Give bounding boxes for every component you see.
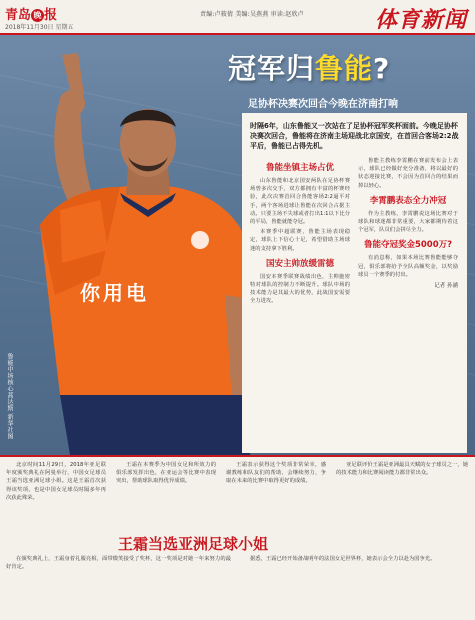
article-lead: 时隔6年，山东鲁能又一次站在了足协杯冠军奖杯面前。今晚足协杯决赛次回合，鲁能将在济南主场迎战北京国安，在首回合客场2:2战平后，鲁能已占得先机。	[250, 122, 459, 150]
paragraph: 据悉，王霜已经开始备战明年的法国女足世界杯，她表示会全力以赴为国争光。	[250, 556, 436, 562]
section-title: 鲁能坐镇主场占优	[265, 163, 334, 173]
story-column-1	[6, 461, 106, 503]
player-photo	[0, 35, 270, 455]
paragraph: 国安本赛季联赛战绩出色，主帅施密特对球队的控制力不断提升。球队中场的技术能力是其最大的优势，此战国安需要全力进攻。	[250, 273, 350, 305]
secondary-story	[0, 455, 475, 620]
story-column-5	[6, 555, 231, 572]
headline-highlight: 鲁能	[315, 52, 374, 85]
paragraph: 有消息称，如果本场比赛鲁能能够夺冠，俱乐部将给予全队高额奖金，以奖励球员一个赛季的付出。	[358, 255, 458, 278]
paragraph: 作为主教练，李霄鹏说这场比赛对于球队和球迷都非常重要，大家都期待着这个冠军，队员们会拼尽全力。	[358, 210, 458, 234]
editor-credits: 责编:卢筱倩 美编:吴燕燕 审读:赵欣卢	[200, 11, 304, 18]
byline: 记者 孙涵	[434, 283, 458, 290]
paragraph: 在颁奖典礼上，王霜身着礼服亮相，面带微笑接受了奖杯，这一奖项是对她一年来努力的最好肯定。	[6, 556, 231, 571]
newspaper-logo	[5, 4, 57, 23]
story-column-2	[116, 461, 216, 487]
hero-photo-area	[0, 35, 475, 455]
story-column-4	[336, 461, 468, 478]
paragraph: 本赛季中超联赛，鲁能主场表现稳定，球队上下信心十足，希望借助主场球迷的支持拿下胜利。	[250, 229, 350, 252]
logo-badge: 晚	[31, 9, 44, 22]
article-column-1	[250, 157, 350, 308]
paragraph: 王霜表示获得这个奖项非常荣幸，感谢教练和队友们的帮助，会继续努力，争取在未来的比赛中取得更好的成绩。	[226, 462, 326, 485]
section-brand: 体育新闻	[374, 8, 467, 33]
svg-text:你用电: 你用电	[80, 281, 149, 305]
article-column-2	[358, 157, 458, 308]
paragraph: 亚足联评价王霜是亚洲最具天赋的女子球员之一，她的技术能力和比赛阅读能力都非常出众。	[336, 462, 468, 477]
paragraph: 山东鲁能和北京国安两队在足协杯赛场曾多次交手，双方都拥有丰富的杯赛经验，此次决赛首回合鲁能客场2:2逼平对手，两个客场进球让鲁能在次回合占据主动。只要主场不失球或者打出1:1以下比分的平局，鲁能就能夺冠。	[250, 178, 350, 226]
section-title: 国安主帅放缓雷德	[265, 258, 334, 269]
story-column-6	[240, 555, 468, 564]
section-title: 鲁能夺冠奖金5000万?	[363, 240, 453, 251]
section-rule	[0, 455, 475, 457]
headline	[228, 47, 390, 87]
headline-part-2: ?	[373, 52, 391, 85]
story-column-3	[226, 461, 326, 487]
article-columns	[250, 157, 459, 308]
story-headline: 王霜当选亚洲足球小姐	[118, 535, 269, 553]
paragraph: 北京时间11月29日，2018年亚足联年度颁奖典礼在阿曼举行，中国女足球员王霜当选亚洲足球小姐。这是王霜首次获得该奖项，也是中国女足球员时隔多年再次获此殊荣。	[6, 462, 106, 501]
section-title: 李霄鹏表态全力冲冠	[369, 195, 447, 206]
issue-date: 2018年11月30日 星期五	[5, 24, 74, 31]
subheadline: 足协杯决赛次回合今晚在济南打响	[248, 99, 398, 110]
logo-text: 青岛	[5, 8, 32, 23]
masthead	[0, 0, 475, 34]
article-panel	[242, 113, 467, 453]
photo-caption: 鲁能中场核心蒿达斯 新华社图	[6, 353, 13, 440]
logo-suffix: 报	[44, 8, 58, 23]
paragraph: 鲁能主教练李霄鹏在赛前发布会上表示，球队已经做好充分准备，将以最好的状态迎接比赛，不会因为首回合的结果而掉以轻心。	[358, 158, 458, 189]
headline-part-1: 冠军归	[228, 52, 316, 85]
paragraph: 王霜在本赛季为中国女足和所效力的俱乐部发挥出色，在亚运会等比赛中表现突出，帮助球队取得优异成绩。	[116, 462, 216, 485]
